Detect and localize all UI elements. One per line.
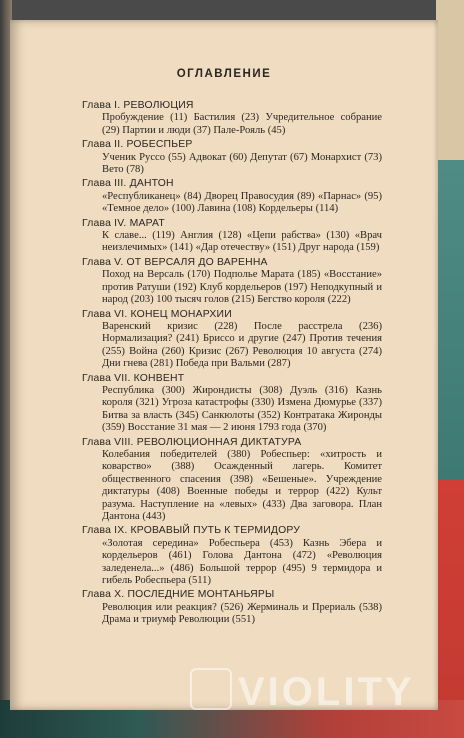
watermark-logo-icon: [190, 668, 232, 710]
chapter-entry: [82, 257, 382, 307]
chapter-entry: [82, 309, 382, 371]
chapter-sections: Варенский кризис (228) После расстрела (236) Нормализация? (241) Бриссо и другие (247) Против течения (255) Война (260) Кризис (267) Революция 10 августа (274) Дни гнева (281) Победа при Вальми (287): [102, 320, 382, 370]
book-page: [10, 20, 438, 710]
chapter-heading: Глава VIII. РЕВОЛЮЦИОННАЯ ДИКТАТУРА: [82, 436, 302, 448]
chapter-entry: [82, 373, 382, 435]
chapter-entry: [82, 589, 382, 626]
chapter-heading: Глава I. РЕВОЛЮЦИЯ: [82, 100, 194, 111]
chapter-sections: Пробуждение (11) Бастилия (23) Учредительное собрание (29) Партии и люди (37) Пале-Рояль (45): [102, 112, 382, 136]
chapter-heading: Глава VI. КОНЕЦ МОНАРХИИ: [82, 308, 232, 320]
chapter-entry: [82, 437, 382, 524]
chapter-heading: Глава VII. КОНВЕНТ: [82, 372, 185, 384]
chapter-sections: К славе... (119) Англия (128) «Цепи рабства» (130) «Врач неизлечимых» (141) «Дар отечеству» (151) Друг народа (159): [102, 230, 382, 254]
chapter-heading: Глава V. ОТ ВЕРСАЛЯ ДО ВАРЕННА: [82, 256, 268, 268]
chapter-entry: [82, 178, 382, 215]
chapter-entry: [82, 139, 382, 176]
chapter-sections: Революция или реакция? (526) Жерминаль и Прериаль (538) Драма и триумф Революции (551): [102, 601, 382, 626]
table-of-contents: [82, 100, 382, 629]
chapter-sections: Республика (300) Жирондисты (308) Дуэль (316) Казнь короля (321) Угроза катастрофы (330) Измена Дюмурье (337) Битва за власть (345) Санкюлоты (352) Контратака Жиронды (359) Восстание 31 мая — 2 июня 1793 года (370): [102, 384, 382, 434]
chapter-sections: Ученик Руссо (55) Адвокат (60) Депутат (67) Монархист (73) Вето (78): [102, 151, 382, 176]
chapter-entry: [82, 525, 382, 587]
chapter-entry: [82, 100, 382, 137]
chapter-heading: Глава IX. КРОВАВЫЙ ПУТЬ К ТЕРМИДОРУ: [82, 525, 301, 537]
chapter-heading: Глава II. РОБЕСПЬЕР: [82, 139, 193, 151]
chapter-heading: Глава III. ДАНТОН: [82, 178, 174, 190]
watermark: VIOLITY: [238, 670, 415, 714]
book-cover-right-edge: [436, 0, 464, 738]
chapter-sections: Поход на Версаль (170) Подполье Марата (185) «Восстание» против Ратуши (192) Клуб кордельеров (197) Неподкупный и народ (203) 100 тысяч голов (215) Бегство короля (222): [102, 269, 382, 306]
chapter-heading: Глава IV. МАРАТ: [82, 217, 165, 229]
chapter-sections: «Республиканец» (84) Дворец Правосудия (89) «Парнас» (95) «Темное дело» (100) Лавина (108) Кордельеры (114): [102, 190, 382, 215]
chapter-sections: Колебания победителей (380) Робеспьер: «хитрость и коварство» (388) Осажденный лагерь. Комитет общественного спасения (398) «Бешеные». Учреждение диктатуры (408) Военные победы и террор (422) Культ разума. Наступление на «левых» (433) Два заговора. План Дантона (443): [102, 448, 382, 522]
chapter-heading: Глава X. ПОСЛЕДНИЕ МОНТАНЬЯРЫ: [82, 589, 275, 601]
chapter-entry: [82, 218, 382, 255]
page-title: ОГЛАВЛЕНИЕ: [176, 68, 272, 80]
chapter-sections: «Золотая середина» Робеспьера (453) Казнь Эбера и кордельеров (461) Голова Дантона (472) «Революция заледенела...» (486) Большой террор (495) 9 термидора и гибель Робеспьера (511): [102, 537, 382, 587]
